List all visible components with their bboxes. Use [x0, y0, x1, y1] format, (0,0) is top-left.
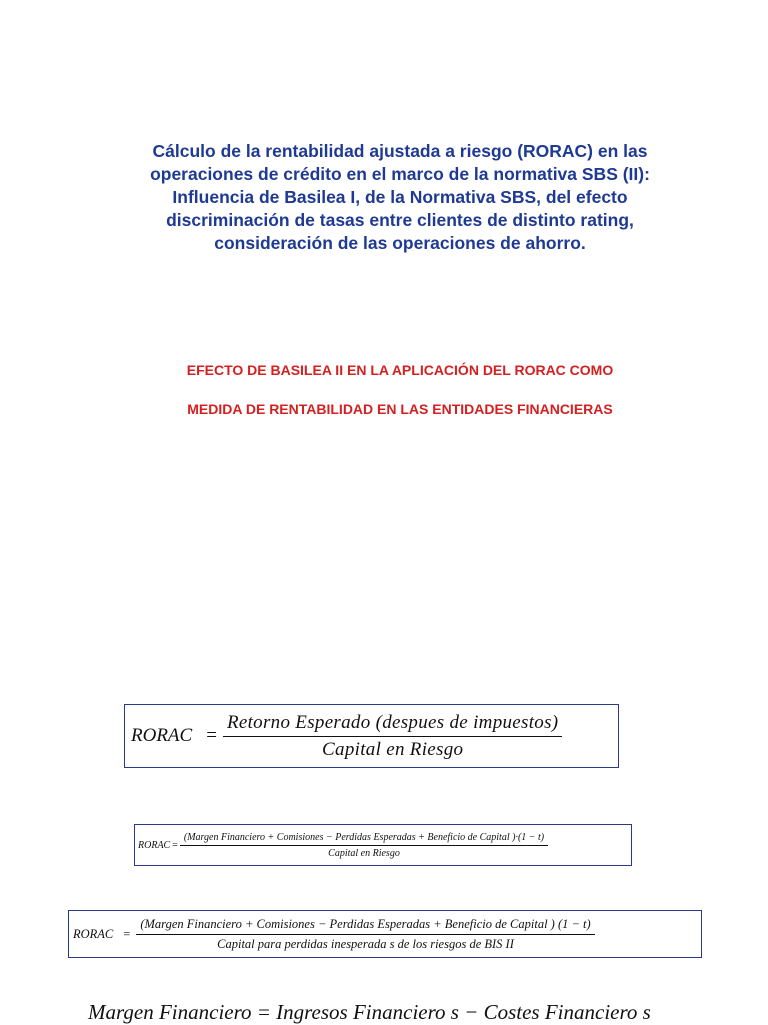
- numerator: (Margen Financiero + Comisiones − Perdidas Esperadas + Beneficio de Capital ) (1 − t): [140, 916, 591, 931]
- rorac-formula-basic: [124, 704, 619, 768]
- formula-lhs: RORAC: [131, 725, 193, 746]
- margen-financiero-formula: Margen Financiero = Ingresos Financiero s − Costes Financiero s: [88, 1000, 651, 1024]
- fraction: [136, 917, 594, 952]
- section-heading-line-1: EFECTO DE BASILEA II EN LA APLICACIÓN DEL RORAC COMO: [186, 362, 614, 378]
- fraction: [180, 832, 548, 859]
- rorac-formula-bis-ii: [68, 910, 702, 958]
- title-line-3: Influencia de Basilea I, de la Normativa SBS, del efecto: [172, 187, 628, 207]
- denominator: Capital para perdidas inesperada s de los riesgos de BIS II: [217, 936, 514, 951]
- title-line-2: operaciones de crédito en el marco de la normativa SBS (II):: [150, 164, 650, 184]
- title-line-5: consideración de las operaciones de ahorro.: [214, 233, 586, 253]
- numerator: Retorno Esperado (despues de impuestos): [226, 711, 559, 733]
- document-title: [100, 140, 700, 255]
- rorac-formula-expanded: [134, 824, 632, 866]
- fraction-bar: [223, 736, 562, 737]
- formula-lhs: RORAC: [138, 839, 171, 851]
- denominator: Capital en Riesgo: [328, 847, 400, 859]
- equals-sign: =: [123, 926, 131, 941]
- fraction-bar: [136, 934, 594, 935]
- numerator: (Margen Financiero + Comisiones − Perdidas Esperadas + Beneficio de Capital )·(1 − t): [183, 831, 545, 843]
- fraction-bar: [180, 845, 548, 846]
- formula-lhs: RORAC: [73, 926, 114, 941]
- denominator: Capital en Riesgo: [322, 738, 464, 760]
- fraction: [223, 712, 562, 761]
- equals-sign: =: [172, 839, 178, 851]
- section-heading-line-2: MEDIDA DE RENTABILIDAD EN LAS ENTIDADES FINANCIERAS: [187, 401, 613, 417]
- title-line-4: discriminación de tasas entre clientes de distinto rating,: [166, 210, 634, 230]
- title-line-1: Cálculo de la rentabilidad ajustada a riesgo (RORAC) en las: [152, 141, 648, 161]
- equals-sign: =: [206, 725, 217, 746]
